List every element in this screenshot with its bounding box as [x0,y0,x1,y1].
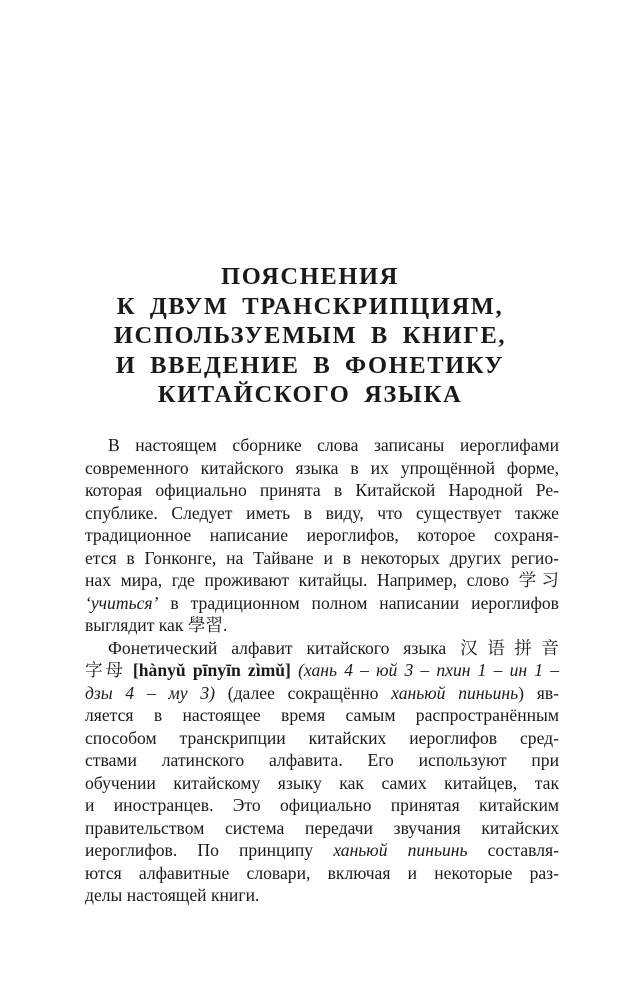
body-text [85,434,559,907]
title-line-3: ИСПОЛЬЗУЕМЫМ В КНИГЕ, [113,322,507,349]
text-line: которая официально принята в Китайской Народной Ре- [85,480,559,500]
text-line [85,569,559,592]
paragraph-2 [85,637,559,907]
text-line [85,839,559,862]
title-line-2: К ДВУМ ТРАНСКРИПЦИЯМ, [116,292,504,320]
text-line [85,592,559,615]
text-line: ется в Гонконге, на Тайване и в некоторых других регио- [85,547,559,568]
text-run: нах мира, где проживают китайцы. Например, слово [85,570,509,590]
term-italic: ханьюй пиньинь [391,682,519,703]
paragraph-1 [85,434,559,637]
chinese-characters: 字母 [85,660,133,680]
text-line: и иностранцев. Это официально принятая китайским [85,795,559,815]
text-line: способом транскрипции китайских иероглифов сред- [85,727,559,748]
text-run: (далее сокращённо [214,682,392,703]
text-line: обучении китайскому языку как самих китайцев, так [85,772,559,793]
pinyin-transcription: [hànyǔ pīnyīn zìmǔ] [132,660,291,680]
title-line-4: И ВВЕДЕНИЕ В ФОНЕТИКУ [115,351,505,379]
text-line [85,659,559,682]
text-run: составля- [467,840,559,860]
title-line-5: КИТАЙСКОГО ЯЗЫКА [157,381,463,408]
text-run: ) яв- [518,682,559,703]
chapter-title [60,262,560,410]
text-run: иероглифов. По принципу [85,840,334,860]
translation-gloss: ‘учиться’ [85,592,159,613]
text-line [85,614,559,637]
text-line: спублике. Следует иметь в виду, что существует также [85,502,559,523]
text-line: ются алфавитные словари, включая и некоторые раз- [85,862,559,883]
text-line: традиционное написание иероглифов, которое сохраня- [85,525,559,545]
text-run: выглядит как [85,615,188,635]
chinese-characters: 汉语拼音 [460,637,559,658]
text-line: делы настоящей книги. [85,885,260,905]
russian-transcription: (хань 4 – юй 3 – пхин 1 – ин 1 – [290,660,560,680]
text-line: ствами латинского алфавита. Его используют при [85,750,559,770]
term-italic: ханьюй пиньинь [333,840,468,860]
text-line: правительством система передачи звучания китайских [85,817,559,838]
title-line-1: ПОЯСНЕНИЯ [221,263,399,290]
text-line: В настоящем сборнике слова записаны иероглифами [108,435,559,455]
chinese-characters: 学习 [518,570,559,590]
text-line [85,682,559,705]
text-line [85,637,559,660]
text-line: ляется в настоящее время самым распространённым [85,705,559,725]
russian-transcription: дзы 4 – му 3) [85,682,215,703]
text-line: современного китайского языка в их упрощённой форме, [85,457,559,478]
text-run: в традиционном полном написании иероглифов [158,592,559,613]
text-run: Фонетический алфавит китайского языка [108,637,461,658]
chinese-characters: 學習. [187,615,228,635]
